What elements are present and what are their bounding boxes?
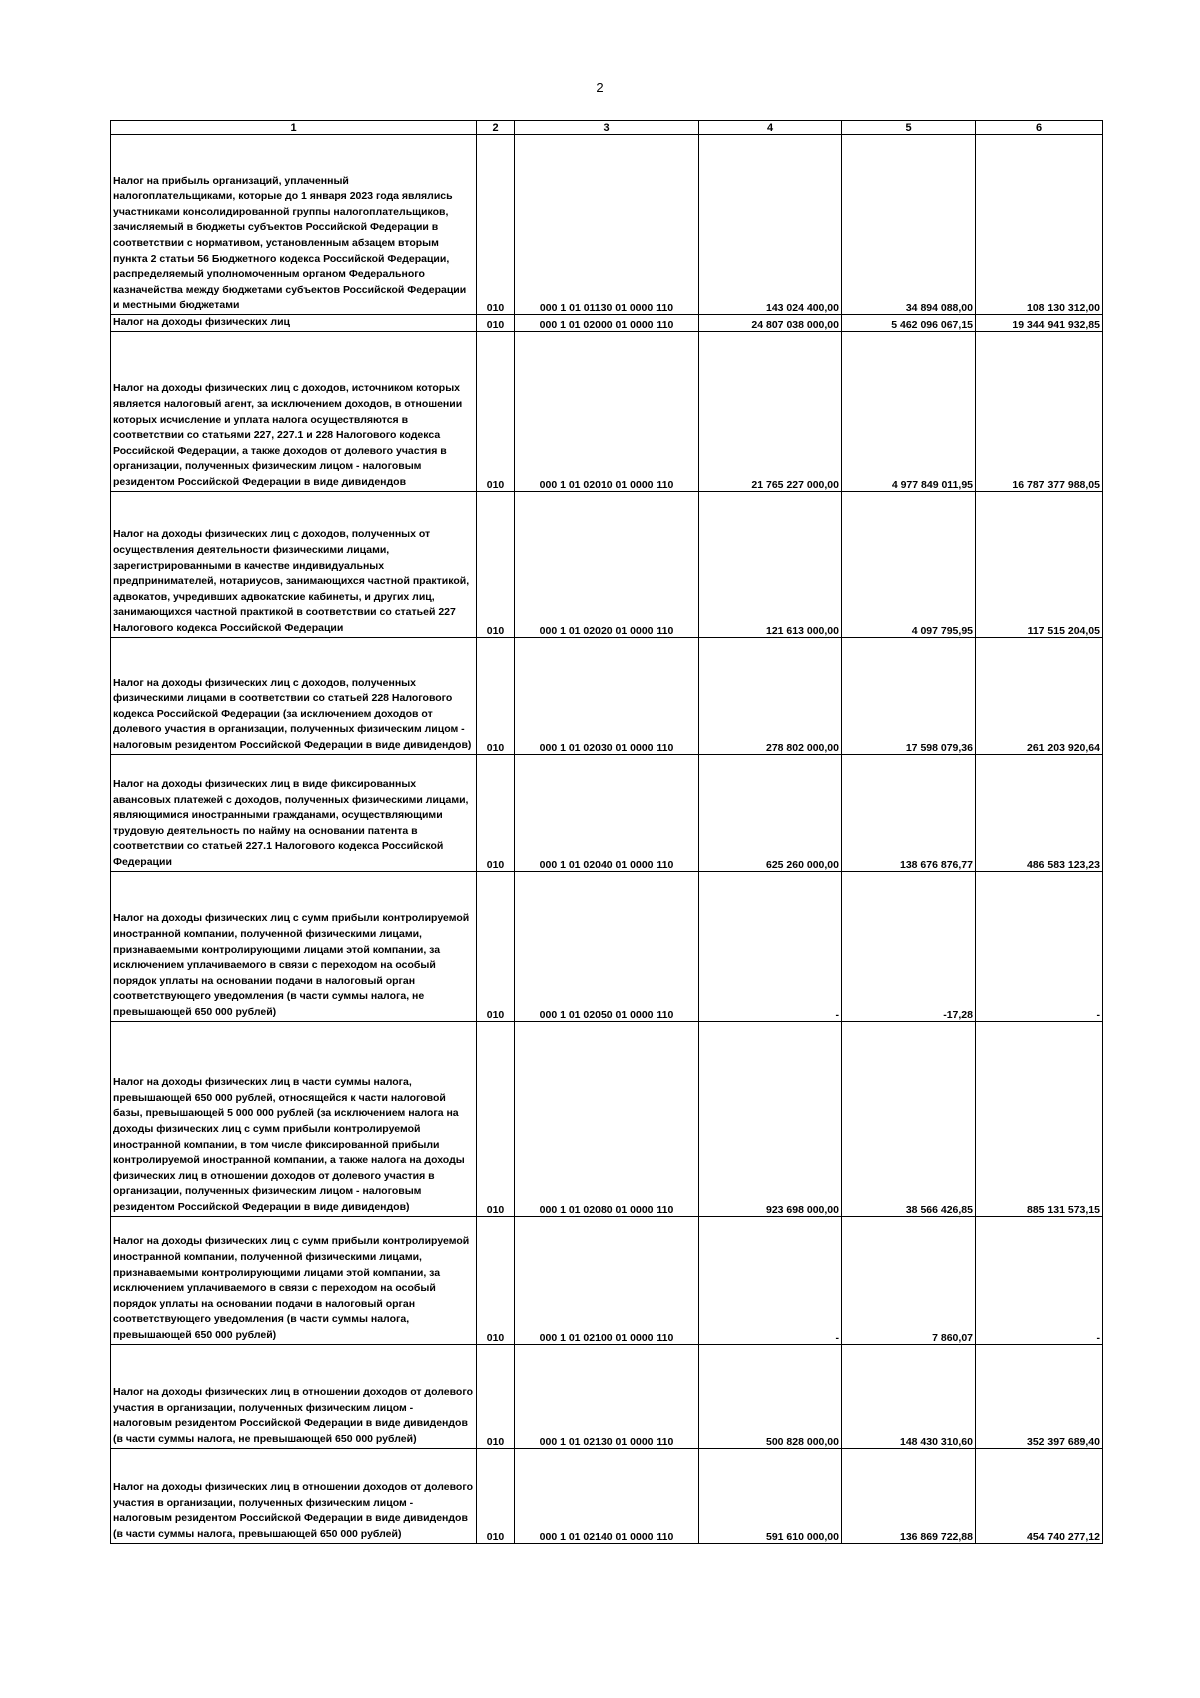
- row-line-code: 010: [477, 1021, 515, 1216]
- row-value-col5: 38 566 426,85: [842, 1021, 976, 1216]
- row-name: Налог на прибыль организаций, уплаченный налогоплательщиками, которые до 1 января 2023 года являлись участниками консолидированной группы налогоплательщиков, зачисляемый в бюджеты субъектов Российской Федерации в соответствии с нормативом, установленным абзацем вторым пункта 2 статьи 56 Бюджетного кодекса Российской Федерации, распределяемый уполномоченным органом Федерального казначейства между бюджетами субъектов Российской Федерации и местными бюджетами: [111, 135, 477, 315]
- page-number: 2: [596, 80, 604, 95]
- table-row: [111, 315, 1103, 332]
- row-value-col6: 117 515 204,05: [976, 491, 1103, 637]
- row-value-col5: 7 860,07: [842, 1216, 976, 1344]
- column-header: 1: [111, 121, 477, 135]
- column-header: 2: [477, 121, 515, 135]
- row-name: Налог на доходы физических лиц с доходов, источником которых является налоговый агент, за исключением доходов, в отношении которых исчисление и уплата налога осуществляются в соответствии со статьями 227, 227.1 и 228 Налогового кодекса Российской Федерации, а также доходов от долевого участия в организации, полученных физическим лицом - налоговым резидентом Российской Федерации в виде дивидендов: [111, 331, 477, 491]
- table-row: [111, 331, 1103, 491]
- row-value-col5: 34 894 088,00: [842, 135, 976, 315]
- row-value-col6: 19 344 941 932,85: [976, 315, 1103, 332]
- report-table: [110, 120, 1103, 1544]
- row-value-col5: -17,28: [842, 871, 976, 1021]
- row-budget-code: 000 1 01 02100 01 0000 110: [515, 1216, 699, 1344]
- column-header: 6: [976, 121, 1103, 135]
- row-name: Налог на доходы физических лиц с доходов, полученных физическими лицами в соответствии со статьей 228 Налогового кодекса Российской Федерации (за исключением доходов от долевого участия в организации, полученных физическим лицом - налоговым резидентом Российской Федерации в виде дивидендов): [111, 637, 477, 754]
- row-value-col5: 148 430 310,60: [842, 1344, 976, 1448]
- row-value-col6: 261 203 920,64: [976, 637, 1103, 754]
- row-value-col6: 885 131 573,15: [976, 1021, 1103, 1216]
- row-name: Налог на доходы физических лиц в части суммы налога, превышающей 650 000 рублей, относящейся к части налоговой базы, превышающей 5 000 000 рублей (за исключением налога на доходы физических лиц с сумм прибыли контролируемой иностранной компании, в том числе фиксированной прибыли контролируемой иностранной компании, а также налога на доходы физических лиц в отношении доходов от долевого участия в организации, полученных физическим лицом - налоговым резидентом Российской Федерации в виде дивидендов): [111, 1021, 477, 1216]
- row-budget-code: 000 1 01 02000 01 0000 110: [515, 315, 699, 332]
- row-value-col4: -: [699, 871, 842, 1021]
- table-row: [111, 754, 1103, 871]
- row-line-code: 010: [477, 331, 515, 491]
- row-value-col4: 625 260 000,00: [699, 754, 842, 871]
- table-row: [111, 1344, 1103, 1448]
- row-line-code: 010: [477, 135, 515, 315]
- row-value-col6: 352 397 689,40: [976, 1344, 1103, 1448]
- row-value-col4: 121 613 000,00: [699, 491, 842, 637]
- row-line-code: 010: [477, 1448, 515, 1543]
- table-row: [111, 871, 1103, 1021]
- row-value-col4: 923 698 000,00: [699, 1021, 842, 1216]
- row-budget-code: 000 1 01 02080 01 0000 110: [515, 1021, 699, 1216]
- row-value-col5: 17 598 079,36: [842, 637, 976, 754]
- column-header: 4: [699, 121, 842, 135]
- table-row: [111, 135, 1103, 315]
- row-value-col4: 21 765 227 000,00: [699, 331, 842, 491]
- row-budget-code: 000 1 01 02010 01 0000 110: [515, 331, 699, 491]
- header-row: [111, 121, 1103, 135]
- row-budget-code: 000 1 01 02050 01 0000 110: [515, 871, 699, 1021]
- row-value-col4: 143 024 400,00: [699, 135, 842, 315]
- column-header: 3: [515, 121, 699, 135]
- row-line-code: 010: [477, 315, 515, 332]
- row-value-col5: 4 977 849 011,95: [842, 331, 976, 491]
- row-value-col4: 278 802 000,00: [699, 637, 842, 754]
- table-row: [111, 1021, 1103, 1216]
- row-value-col6: 108 130 312,00: [976, 135, 1103, 315]
- row-line-code: 010: [477, 637, 515, 754]
- row-value-col4: -: [699, 1216, 842, 1344]
- row-name: Налог на доходы физических лиц в отношении доходов от долевого участия в организации, полученных физическим лицом - налоговым резидентом Российской Федерации в виде дивидендов (в части суммы налога, не превышающей 650 000 рублей): [111, 1344, 477, 1448]
- row-value-col5: 5 462 096 067,15: [842, 315, 976, 332]
- row-budget-code: 000 1 01 02020 01 0000 110: [515, 491, 699, 637]
- row-value-col6: 16 787 377 988,05: [976, 331, 1103, 491]
- row-budget-code: 000 1 01 02140 01 0000 110: [515, 1448, 699, 1543]
- row-line-code: 010: [477, 871, 515, 1021]
- row-value-col6: -: [976, 871, 1103, 1021]
- table-row: [111, 637, 1103, 754]
- table-row: [111, 1216, 1103, 1344]
- row-name: Налог на доходы физических лиц с доходов, полученных от осуществления деятельности физическими лицами, зарегистрированными в качестве индивидуальных предпринимателей, нотариусов, занимающихся частной практикой, адвокатов, учредивших адвокатские кабинеты, и других лиц, занимающихся частной практикой в соответствии со статьей 227 Налогового кодекса Российской Федерации: [111, 491, 477, 637]
- row-value-col4: 500 828 000,00: [699, 1344, 842, 1448]
- row-value-col5: 4 097 795,95: [842, 491, 976, 637]
- row-name: Налог на доходы физических лиц в отношении доходов от долевого участия в организации, полученных физическим лицом - налоговым резидентом Российской Федерации в виде дивидендов (в части суммы налога, превышающей 650 000 рублей): [111, 1448, 477, 1543]
- row-budget-code: 000 1 01 02030 01 0000 110: [515, 637, 699, 754]
- row-value-col6: 454 740 277,12: [976, 1448, 1103, 1543]
- table-row: [111, 1448, 1103, 1543]
- row-value-col6: 486 583 123,23: [976, 754, 1103, 871]
- row-value-col4: 591 610 000,00: [699, 1448, 842, 1543]
- row-budget-code: 000 1 01 01130 01 0000 110: [515, 135, 699, 315]
- row-value-col4: 24 807 038 000,00: [699, 315, 842, 332]
- row-name: Налог на доходы физических лиц с сумм прибыли контролируемой иностранной компании, полученной физическими лицами, признаваемыми контролирующими лицами этой компании, за исключением уплачиваемого в связи с переходом на особый порядок уплаты на основании подачи в налоговый орган соответствующего уведомления (в части суммы налога, превышающей 650 000 рублей): [111, 1216, 477, 1344]
- row-line-code: 010: [477, 1216, 515, 1344]
- row-name: Налог на доходы физических лиц: [111, 315, 477, 332]
- row-line-code: 010: [477, 754, 515, 871]
- row-budget-code: 000 1 01 02040 01 0000 110: [515, 754, 699, 871]
- row-value-col6: -: [976, 1216, 1103, 1344]
- table-row: [111, 491, 1103, 637]
- row-line-code: 010: [477, 1344, 515, 1448]
- column-header: 5: [842, 121, 976, 135]
- row-budget-code: 000 1 01 02130 01 0000 110: [515, 1344, 699, 1448]
- row-name: Налог на доходы физических лиц с сумм прибыли контролируемой иностранной компании, полученной физическими лицами, признаваемыми контролирующими лицами этой компании, за исключением уплачиваемого в связи с переходом на особый порядок уплаты на основании подачи в налоговый орган соответствующего уведомления (в части суммы налога, не превышающей 650 000 рублей): [111, 871, 477, 1021]
- row-name: Налог на доходы физических лиц в виде фиксированных авансовых платежей с доходов, полученных физическими лицами, являющимися иностранными гражданами, осуществляющими трудовую деятельность по найму на основании патента в соответствии со статьей 227.1 Налогового кодекса Российской Федерации: [111, 754, 477, 871]
- row-line-code: 010: [477, 491, 515, 637]
- row-value-col5: 136 869 722,88: [842, 1448, 976, 1543]
- row-value-col5: 138 676 876,77: [842, 754, 976, 871]
